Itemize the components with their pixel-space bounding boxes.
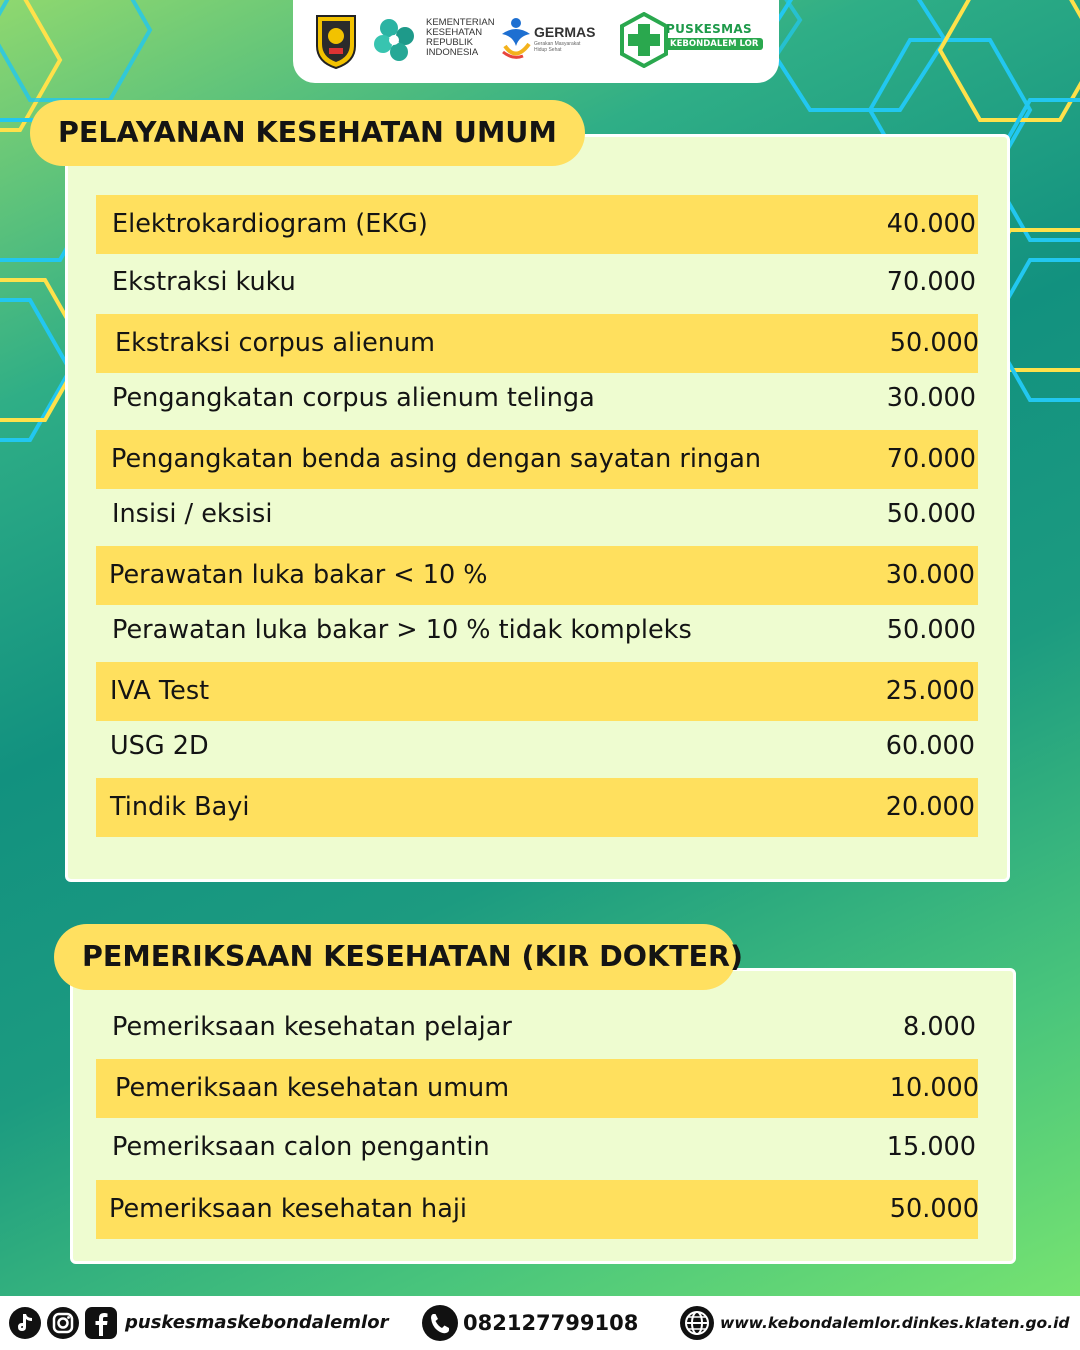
service-price: 70.000: [886, 444, 976, 474]
service-price: 25.000: [885, 676, 975, 706]
service-name: Ekstraksi kuku: [112, 267, 296, 297]
service-price: 50.000: [889, 328, 979, 358]
germas-logo-icon: [499, 16, 533, 62]
service-price: 30.000: [885, 560, 975, 590]
footer-bar: [0, 1296, 1080, 1350]
price-row: [96, 314, 978, 373]
service-price: 50.000: [886, 499, 976, 529]
service-name: Perawatan luka bakar < 10 %: [109, 560, 488, 590]
globe-icon: [679, 1305, 715, 1341]
price-row: [96, 662, 978, 721]
price-row: [96, 998, 978, 1057]
service-name: Pemeriksaan kesehatan umum: [115, 1073, 510, 1103]
puskesmas-subtitle: KEBONDALEM LOR: [665, 38, 763, 50]
service-price: 20.000: [885, 792, 975, 822]
price-row: [96, 546, 978, 605]
service-name: Elektrokardiogram (EKG): [112, 209, 428, 239]
service-name: Pengangkatan benda asing dengan sayatan ringan: [111, 444, 762, 474]
service-name: Pengangkatan corpus alienum telinga: [112, 383, 595, 413]
instagram-icon[interactable]: [46, 1306, 80, 1340]
puskesmas-logo-icon: [619, 12, 669, 68]
price-row: [96, 601, 978, 660]
kemenkes-logo-icon: [369, 14, 423, 68]
service-name: IVA Test: [110, 676, 210, 706]
service-price: 50.000: [889, 1194, 979, 1224]
price-row: [96, 717, 978, 776]
price-row: [96, 253, 978, 312]
kemenkes-text: KEMENTERIAN KESEHATAN REPUBLIK INDONESIA: [426, 17, 495, 58]
service-name: Ekstraksi corpus alienum: [115, 328, 436, 358]
price-row: [96, 195, 978, 254]
service-price: 8.000: [902, 1012, 976, 1042]
phone-icon: [421, 1304, 459, 1342]
website-link[interactable]: www.kebondalemlor.dinkes.klaten.go.id: [720, 1314, 1070, 1332]
service-price: 10.000: [889, 1073, 979, 1103]
service-name: USG 2D: [110, 731, 209, 761]
service-name: Insisi / eksisi: [112, 499, 273, 529]
germas-subtitle: Gerakan Masyarakat Hidup Sehat: [534, 41, 581, 53]
price-row: [96, 369, 978, 428]
section-title-general-services: PELAYANAN KESEHATAN UMUM: [30, 100, 585, 166]
service-name: Perawatan luka bakar > 10 % tidak kompleks: [112, 615, 692, 645]
price-row: [96, 430, 978, 489]
section-title-kir-dokter: PEMERIKSAAN KESEHATAN (KIR DOKTER): [54, 924, 736, 990]
price-row: [96, 485, 978, 544]
price-row: [96, 1059, 978, 1118]
service-price: 15.000: [886, 1132, 976, 1162]
service-name: Tindik Bayi: [110, 792, 250, 822]
service-price: 40.000: [886, 209, 976, 239]
price-row: [96, 1180, 978, 1239]
service-price: 60.000: [885, 731, 975, 761]
service-price: 70.000: [886, 267, 976, 297]
facebook-icon[interactable]: [84, 1306, 118, 1340]
puskesmas-title: PUSKESMAS: [666, 22, 752, 36]
price-row: [96, 1118, 978, 1177]
service-name: Pemeriksaan calon pengantin: [112, 1132, 490, 1162]
phone-number[interactable]: 082127799108: [463, 1311, 639, 1335]
social-handle[interactable]: puskesmaskebondalemlor: [125, 1312, 389, 1333]
logo-strip: [293, 0, 779, 83]
price-row: [96, 778, 978, 837]
tiktok-icon[interactable]: [8, 1306, 42, 1340]
germas-title: GERMAS: [534, 24, 596, 40]
service-name: Pemeriksaan kesehatan haji: [109, 1194, 467, 1224]
service-name: Pemeriksaan kesehatan pelajar: [112, 1012, 512, 1042]
service-price: 50.000: [886, 615, 976, 645]
regency-emblem-icon: [313, 12, 359, 70]
service-price: 30.000: [886, 383, 976, 413]
